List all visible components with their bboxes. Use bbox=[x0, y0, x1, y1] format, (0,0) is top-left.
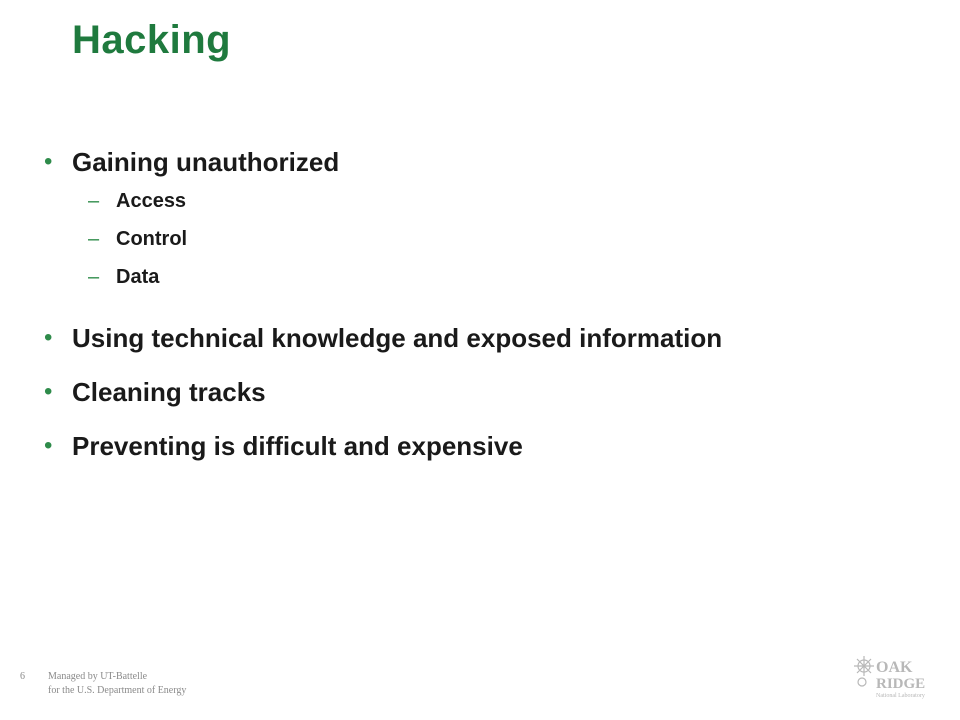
footer-line: Managed by UT-Battelle bbox=[48, 671, 148, 682]
bullet-marker: • bbox=[44, 432, 53, 459]
bullet-text: Using technical knowledge and exposed information bbox=[72, 323, 723, 353]
bullet-text: Preventing is difficult and expensive bbox=[72, 431, 523, 461]
sub-bullet-text: Control bbox=[116, 228, 188, 250]
sub-bullet-marker: – bbox=[88, 190, 100, 212]
logo-line3: National Laboratory bbox=[876, 693, 925, 699]
bullet-text: Gaining unauthorized bbox=[72, 147, 340, 177]
sub-bullet-list bbox=[88, 188, 904, 302]
sub-bullet-item bbox=[88, 226, 904, 264]
bullet-item bbox=[44, 322, 904, 354]
sub-bullet-text: Data bbox=[116, 266, 160, 288]
bullet-marker: • bbox=[44, 324, 53, 351]
logo-line1: OAK bbox=[876, 659, 913, 676]
sub-bullet-marker: – bbox=[88, 228, 100, 250]
bullet-item bbox=[44, 430, 904, 462]
oak-ridge-logo-icon bbox=[852, 652, 942, 700]
sub-bullet-text: Access bbox=[116, 190, 187, 212]
sub-bullet-marker: – bbox=[88, 266, 100, 288]
slide-title: Hacking bbox=[72, 18, 232, 62]
footer-line: for the U.S. Department of Energy bbox=[48, 685, 187, 696]
bullet-item bbox=[44, 376, 904, 408]
bullet-text: Cleaning tracks bbox=[72, 377, 266, 407]
bullet-list bbox=[44, 146, 904, 462]
bullet-marker: • bbox=[44, 378, 53, 405]
bullet-item bbox=[44, 146, 904, 178]
page-number: 6 bbox=[20, 671, 25, 682]
footer-text bbox=[48, 670, 186, 698]
bullet-marker: • bbox=[44, 148, 53, 175]
logo-line2: RIDGE bbox=[876, 676, 926, 692]
sub-bullet-item bbox=[88, 264, 904, 302]
sub-bullet-item bbox=[88, 188, 904, 226]
